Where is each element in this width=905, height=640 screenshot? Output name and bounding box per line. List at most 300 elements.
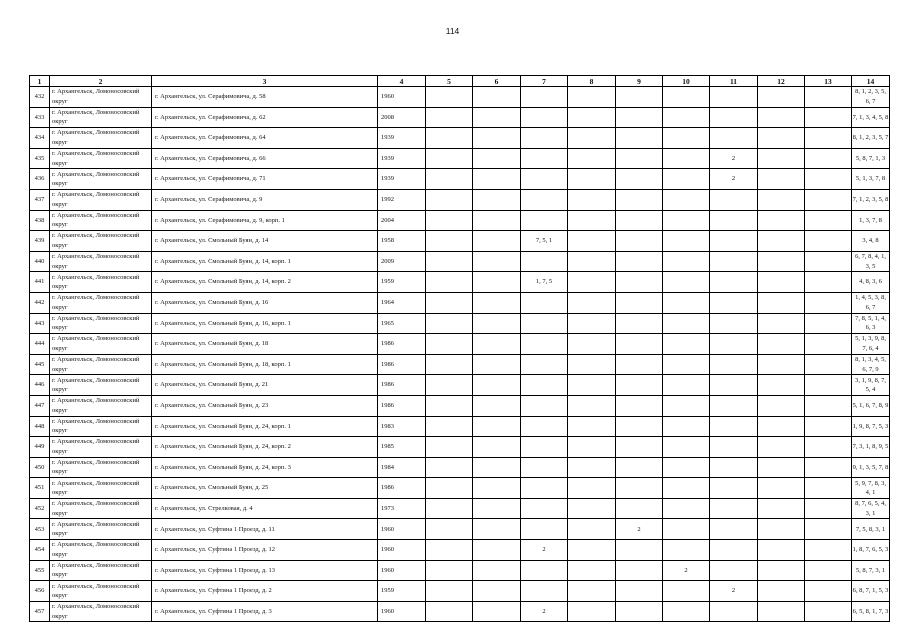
cell-col-5 bbox=[426, 189, 473, 210]
cell-col-13 bbox=[805, 560, 852, 581]
cell-col-9 bbox=[616, 581, 663, 602]
cell-district: г. Архангельск, Ломоносовский округ bbox=[50, 87, 152, 108]
cell-col-7 bbox=[521, 457, 568, 478]
cell-year: 1986 bbox=[378, 395, 426, 416]
cell-col-10 bbox=[663, 292, 710, 313]
table-row bbox=[30, 416, 890, 437]
cell-col-8 bbox=[568, 313, 616, 334]
column-header-10: 10 bbox=[663, 76, 710, 87]
column-header-2: 2 bbox=[50, 76, 152, 87]
cell-address: г. Архангельск, ул. Суфтина 1 Проезд, д. 12 bbox=[152, 540, 378, 561]
cell-year: 1960 bbox=[378, 87, 426, 108]
cell-col-12 bbox=[758, 107, 805, 128]
cell-col-7: 1, 7, 5 bbox=[521, 272, 568, 293]
table-row bbox=[30, 457, 890, 478]
cell-col-12 bbox=[758, 498, 805, 519]
cell-col-14: 8, 1, 2, 3, 5, 6, 7 bbox=[852, 87, 890, 108]
table-row bbox=[30, 375, 890, 396]
table-row bbox=[30, 169, 890, 190]
cell-col-11: 2 bbox=[710, 148, 758, 169]
cell-col-13 bbox=[805, 519, 852, 540]
cell-col-8 bbox=[568, 416, 616, 437]
cell-col-10 bbox=[663, 354, 710, 375]
cell-col-7 bbox=[521, 519, 568, 540]
cell-district: г. Архангельск, Ломоносовский округ bbox=[50, 272, 152, 293]
cell-col-11 bbox=[710, 498, 758, 519]
cell-col-6 bbox=[473, 272, 521, 293]
table-row bbox=[30, 189, 890, 210]
table-row bbox=[30, 313, 890, 334]
column-header-1: 1 bbox=[30, 76, 50, 87]
cell-col-5 bbox=[426, 560, 473, 581]
cell-col-5 bbox=[426, 128, 473, 149]
cell-col-11 bbox=[710, 354, 758, 375]
cell-row-number: 435 bbox=[30, 148, 50, 169]
cell-col-13 bbox=[805, 210, 852, 231]
table-row bbox=[30, 231, 890, 252]
cell-year: 1973 bbox=[378, 498, 426, 519]
cell-col-12 bbox=[758, 354, 805, 375]
cell-col-6 bbox=[473, 148, 521, 169]
cell-col-12 bbox=[758, 251, 805, 272]
column-header-4: 4 bbox=[378, 76, 426, 87]
cell-address: г. Архангельск, ул. Смольный Буян, д. 18, корп. 1 bbox=[152, 354, 378, 375]
cell-col-12 bbox=[758, 581, 805, 602]
cell-row-number: 434 bbox=[30, 128, 50, 149]
cell-col-5 bbox=[426, 416, 473, 437]
cell-col-5 bbox=[426, 148, 473, 169]
cell-col-11 bbox=[710, 107, 758, 128]
cell-col-11 bbox=[710, 601, 758, 622]
cell-col-14: 5, 1, 3, 9, 8, 7, 6, 4 bbox=[852, 334, 890, 355]
cell-row-number: 451 bbox=[30, 478, 50, 499]
cell-row-number: 437 bbox=[30, 189, 50, 210]
table-row bbox=[30, 560, 890, 581]
table-row bbox=[30, 251, 890, 272]
cell-col-5 bbox=[426, 601, 473, 622]
cell-col-7 bbox=[521, 560, 568, 581]
cell-col-9 bbox=[616, 457, 663, 478]
cell-year: 1986 bbox=[378, 478, 426, 499]
cell-col-11 bbox=[710, 87, 758, 108]
cell-col-12 bbox=[758, 87, 805, 108]
cell-col-6 bbox=[473, 457, 521, 478]
cell-col-12 bbox=[758, 437, 805, 458]
cell-address: г. Архангельск, ул. Смольный Буян, д. 24, корп. 3 bbox=[152, 457, 378, 478]
cell-col-8 bbox=[568, 210, 616, 231]
cell-col-10 bbox=[663, 540, 710, 561]
cell-col-14: 7, 5, 8, 3, 1 bbox=[852, 519, 890, 540]
cell-year: 1985 bbox=[378, 437, 426, 458]
cell-col-14: 1, 9, 8, 7, 5, 3 bbox=[852, 416, 890, 437]
cell-col-12 bbox=[758, 148, 805, 169]
cell-col-8 bbox=[568, 128, 616, 149]
cell-col-8 bbox=[568, 375, 616, 396]
cell-col-13 bbox=[805, 478, 852, 499]
cell-col-14: 7, 8, 5, 1, 4, 6, 3 bbox=[852, 313, 890, 334]
cell-col-9 bbox=[616, 148, 663, 169]
cell-row-number: 455 bbox=[30, 560, 50, 581]
cell-col-9 bbox=[616, 272, 663, 293]
cell-col-13 bbox=[805, 128, 852, 149]
cell-col-6 bbox=[473, 334, 521, 355]
cell-col-5 bbox=[426, 334, 473, 355]
cell-address: г. Архангельск, ул. Серафимовича, д. 66 bbox=[152, 148, 378, 169]
cell-col-11 bbox=[710, 272, 758, 293]
cell-col-12 bbox=[758, 272, 805, 293]
cell-row-number: 441 bbox=[30, 272, 50, 293]
cell-col-11 bbox=[710, 540, 758, 561]
cell-district: г. Архангельск, Ломоносовский округ bbox=[50, 601, 152, 622]
cell-district: г. Архангельск, Ломоносовский округ bbox=[50, 375, 152, 396]
cell-col-7 bbox=[521, 292, 568, 313]
cell-col-12 bbox=[758, 313, 805, 334]
table-row bbox=[30, 210, 890, 231]
cell-col-10 bbox=[663, 210, 710, 231]
cell-col-11 bbox=[710, 189, 758, 210]
cell-col-13 bbox=[805, 395, 852, 416]
cell-col-10 bbox=[663, 437, 710, 458]
cell-col-6 bbox=[473, 519, 521, 540]
cell-col-13 bbox=[805, 457, 852, 478]
cell-col-5 bbox=[426, 272, 473, 293]
cell-row-number: 439 bbox=[30, 231, 50, 252]
cell-col-13 bbox=[805, 354, 852, 375]
cell-col-6 bbox=[473, 251, 521, 272]
cell-col-7 bbox=[521, 375, 568, 396]
cell-col-5 bbox=[426, 87, 473, 108]
cell-row-number: 444 bbox=[30, 334, 50, 355]
cell-col-7 bbox=[521, 437, 568, 458]
cell-col-9 bbox=[616, 107, 663, 128]
cell-col-12 bbox=[758, 416, 805, 437]
cell-address: г. Архангельск, ул. Смольный Буян, д. 24, корп. 1 bbox=[152, 416, 378, 437]
cell-row-number: 456 bbox=[30, 581, 50, 602]
cell-col-8 bbox=[568, 169, 616, 190]
cell-district: г. Архангельск, Ломоносовский округ bbox=[50, 416, 152, 437]
cell-address: г. Архангельск, ул. Серафимовича, д. 64 bbox=[152, 128, 378, 149]
cell-col-11 bbox=[710, 231, 758, 252]
cell-address: г. Архангельск, ул. Смольный Буян, д. 14 bbox=[152, 231, 378, 252]
cell-col-9 bbox=[616, 395, 663, 416]
cell-col-14: 4, 8, 3, 6 bbox=[852, 272, 890, 293]
cell-col-8 bbox=[568, 519, 616, 540]
cell-col-7 bbox=[521, 498, 568, 519]
table-row bbox=[30, 395, 890, 416]
cell-col-13 bbox=[805, 581, 852, 602]
column-header-8: 8 bbox=[568, 76, 616, 87]
cell-col-7 bbox=[521, 416, 568, 437]
cell-col-14: 6, 8, 7, 1, 5, 3 bbox=[852, 581, 890, 602]
cell-col-9 bbox=[616, 601, 663, 622]
cell-col-11 bbox=[710, 416, 758, 437]
cell-col-7 bbox=[521, 107, 568, 128]
cell-col-12 bbox=[758, 560, 805, 581]
table-row bbox=[30, 540, 890, 561]
cell-col-9 bbox=[616, 375, 663, 396]
column-header-11: 11 bbox=[710, 76, 758, 87]
cell-col-7: 7, 5, 1 bbox=[521, 231, 568, 252]
cell-year: 1983 bbox=[378, 416, 426, 437]
cell-col-7 bbox=[521, 251, 568, 272]
cell-col-6 bbox=[473, 601, 521, 622]
cell-year: 2004 bbox=[378, 210, 426, 231]
cell-col-5 bbox=[426, 395, 473, 416]
column-header-6: 6 bbox=[473, 76, 521, 87]
cell-row-number: 450 bbox=[30, 457, 50, 478]
cell-district: г. Архангельск, Ломоносовский округ bbox=[50, 313, 152, 334]
table-row bbox=[30, 87, 890, 108]
cell-col-5 bbox=[426, 519, 473, 540]
cell-col-11 bbox=[710, 210, 758, 231]
cell-col-12 bbox=[758, 395, 805, 416]
cell-col-11 bbox=[710, 313, 758, 334]
cell-col-10 bbox=[663, 395, 710, 416]
cell-col-8 bbox=[568, 251, 616, 272]
cell-col-9 bbox=[616, 231, 663, 252]
cell-district: г. Архангельск, Ломоносовский округ bbox=[50, 478, 152, 499]
table-row bbox=[30, 272, 890, 293]
cell-col-8 bbox=[568, 560, 616, 581]
cell-col-13 bbox=[805, 540, 852, 561]
cell-col-8 bbox=[568, 601, 616, 622]
cell-col-11 bbox=[710, 334, 758, 355]
cell-col-11 bbox=[710, 395, 758, 416]
cell-col-12 bbox=[758, 601, 805, 622]
cell-col-8 bbox=[568, 437, 616, 458]
cell-district: г. Архангельск, Ломоносовский округ bbox=[50, 231, 152, 252]
cell-col-9 bbox=[616, 437, 663, 458]
cell-year: 1992 bbox=[378, 189, 426, 210]
cell-col-14: 5, 8, 7, 3, 1 bbox=[852, 560, 890, 581]
cell-col-13 bbox=[805, 87, 852, 108]
cell-col-6 bbox=[473, 540, 521, 561]
cell-col-8 bbox=[568, 581, 616, 602]
cell-col-6 bbox=[473, 395, 521, 416]
cell-col-14: 5, 1, 6, 7, 8, 9 bbox=[852, 395, 890, 416]
page-number: 114 bbox=[445, 26, 460, 36]
cell-col-11 bbox=[710, 457, 758, 478]
cell-col-10 bbox=[663, 87, 710, 108]
cell-col-6 bbox=[473, 231, 521, 252]
cell-col-12 bbox=[758, 375, 805, 396]
cell-col-12 bbox=[758, 478, 805, 499]
cell-row-number: 448 bbox=[30, 416, 50, 437]
table-row bbox=[30, 334, 890, 355]
column-header-3: 3 bbox=[152, 76, 378, 87]
cell-col-12 bbox=[758, 231, 805, 252]
cell-year: 1939 bbox=[378, 169, 426, 190]
cell-col-5 bbox=[426, 375, 473, 396]
column-header-14: 14 bbox=[852, 76, 890, 87]
cell-year: 1960 bbox=[378, 601, 426, 622]
cell-row-number: 447 bbox=[30, 395, 50, 416]
cell-col-11 bbox=[710, 478, 758, 499]
cell-col-9 bbox=[616, 210, 663, 231]
cell-col-10 bbox=[663, 272, 710, 293]
cell-district: г. Архангельск, Ломоносовский округ bbox=[50, 107, 152, 128]
cell-col-9 bbox=[616, 334, 663, 355]
table-row bbox=[30, 437, 890, 458]
table-row bbox=[30, 581, 890, 602]
cell-district: г. Архангельск, Ломоносовский округ bbox=[50, 251, 152, 272]
cell-address: г. Архангельск, ул. Смольный Буян, д. 16 bbox=[152, 292, 378, 313]
cell-col-6 bbox=[473, 128, 521, 149]
cell-address: г. Архангельск, ул. Смольный Буян, д. 25 bbox=[152, 478, 378, 499]
table-row bbox=[30, 128, 890, 149]
cell-col-6 bbox=[473, 478, 521, 499]
cell-col-13 bbox=[805, 148, 852, 169]
cell-col-7: 2 bbox=[521, 601, 568, 622]
cell-col-14: 1, 3, 7, 8 bbox=[852, 210, 890, 231]
cell-col-10 bbox=[663, 581, 710, 602]
table-row bbox=[30, 519, 890, 540]
cell-col-7 bbox=[521, 581, 568, 602]
table-header-row bbox=[30, 76, 890, 87]
cell-address: г. Архангельск, ул. Суфтина 1 Проезд, д. 11 bbox=[152, 519, 378, 540]
cell-address: г. Архангельск, ул. Серафимовича, д. 9 bbox=[152, 189, 378, 210]
cell-col-14: 1, 8, 7, 6, 5, 3 bbox=[852, 540, 890, 561]
cell-col-14: 1, 4, 5, 3, 8, 6, 7 bbox=[852, 292, 890, 313]
cell-col-8 bbox=[568, 292, 616, 313]
cell-district: г. Архангельск, Ломоносовский округ bbox=[50, 128, 152, 149]
cell-district: г. Архангельск, Ломоносовский округ bbox=[50, 560, 152, 581]
cell-col-11 bbox=[710, 560, 758, 581]
cell-col-14: 5, 9, 7, 8, 3, 4, 1 bbox=[852, 478, 890, 499]
cell-district: г. Архангельск, Ломоносовский округ bbox=[50, 498, 152, 519]
cell-year: 2008 bbox=[378, 107, 426, 128]
cell-col-8 bbox=[568, 334, 616, 355]
cell-address: г. Архангельск, ул. Серафимовича, д. 71 bbox=[152, 169, 378, 190]
cell-col-8 bbox=[568, 540, 616, 561]
cell-col-14: 3, 4, 8 bbox=[852, 231, 890, 252]
cell-col-12 bbox=[758, 334, 805, 355]
column-header-9: 9 bbox=[616, 76, 663, 87]
cell-address: г. Архангельск, ул. Смольный Буян, д. 16, корп. 1 bbox=[152, 313, 378, 334]
cell-col-8 bbox=[568, 395, 616, 416]
cell-col-6 bbox=[473, 107, 521, 128]
cell-year: 1939 bbox=[378, 128, 426, 149]
cell-col-5 bbox=[426, 210, 473, 231]
cell-district: г. Архангельск, Ломоносовский округ bbox=[50, 437, 152, 458]
cell-col-5 bbox=[426, 437, 473, 458]
cell-col-13 bbox=[805, 272, 852, 293]
cell-row-number: 442 bbox=[30, 292, 50, 313]
cell-col-11 bbox=[710, 519, 758, 540]
cell-col-14: 8, 7, 6, 5, 4, 3, 1 bbox=[852, 498, 890, 519]
cell-year: 1964 bbox=[378, 292, 426, 313]
cell-col-13 bbox=[805, 292, 852, 313]
cell-col-14: 8, 1, 3, 4, 5, 6, 7, 9 bbox=[852, 354, 890, 375]
cell-col-12 bbox=[758, 128, 805, 149]
cell-row-number: 445 bbox=[30, 354, 50, 375]
cell-col-12 bbox=[758, 457, 805, 478]
cell-row-number: 436 bbox=[30, 169, 50, 190]
cell-row-number: 449 bbox=[30, 437, 50, 458]
cell-col-7 bbox=[521, 478, 568, 499]
cell-col-14: 5, 8, 7, 1, 3 bbox=[852, 148, 890, 169]
cell-col-10: 2 bbox=[663, 560, 710, 581]
cell-year: 1984 bbox=[378, 457, 426, 478]
cell-col-10 bbox=[663, 169, 710, 190]
cell-col-12 bbox=[758, 540, 805, 561]
cell-year: 2009 bbox=[378, 251, 426, 272]
cell-district: г. Архангельск, Ломоносовский округ bbox=[50, 148, 152, 169]
cell-col-14: 7, 1, 2, 3, 5, 8 bbox=[852, 189, 890, 210]
cell-col-9 bbox=[616, 540, 663, 561]
cell-col-7 bbox=[521, 210, 568, 231]
cell-col-8 bbox=[568, 189, 616, 210]
cell-col-7 bbox=[521, 354, 568, 375]
cell-col-14: 9, 1, 3, 5, 7, 8 bbox=[852, 457, 890, 478]
cell-year: 1986 bbox=[378, 334, 426, 355]
cell-year: 1960 bbox=[378, 519, 426, 540]
cell-col-12 bbox=[758, 210, 805, 231]
cell-col-6 bbox=[473, 375, 521, 396]
cell-row-number: 438 bbox=[30, 210, 50, 231]
cell-col-13 bbox=[805, 375, 852, 396]
cell-district: г. Архангельск, Ломоносовский округ bbox=[50, 189, 152, 210]
cell-col-11 bbox=[710, 251, 758, 272]
cell-district: г. Архангельск, Ломоносовский округ bbox=[50, 519, 152, 540]
cell-col-5 bbox=[426, 169, 473, 190]
table-row bbox=[30, 107, 890, 128]
table-row bbox=[30, 601, 890, 622]
cell-col-13 bbox=[805, 169, 852, 190]
cell-col-6 bbox=[473, 210, 521, 231]
table-row bbox=[30, 148, 890, 169]
cell-col-5 bbox=[426, 457, 473, 478]
cell-col-6 bbox=[473, 313, 521, 334]
cell-district: г. Архангельск, Ломоносовский округ bbox=[50, 395, 152, 416]
cell-year: 1986 bbox=[378, 354, 426, 375]
cell-col-6 bbox=[473, 189, 521, 210]
cell-row-number: 440 bbox=[30, 251, 50, 272]
cell-year: 1965 bbox=[378, 313, 426, 334]
cell-col-13 bbox=[805, 231, 852, 252]
cell-col-10 bbox=[663, 148, 710, 169]
cell-row-number: 433 bbox=[30, 107, 50, 128]
cell-col-10 bbox=[663, 416, 710, 437]
cell-col-6 bbox=[473, 560, 521, 581]
cell-row-number: 457 bbox=[30, 601, 50, 622]
cell-col-5 bbox=[426, 251, 473, 272]
cell-address: г. Архангельск, ул. Серафимовича, д. 9, корп. 1 bbox=[152, 210, 378, 231]
cell-col-6 bbox=[473, 581, 521, 602]
cell-col-14: 7, 1, 3, 4, 5, 8 bbox=[852, 107, 890, 128]
cell-col-7 bbox=[521, 148, 568, 169]
cell-col-9: 2 bbox=[616, 519, 663, 540]
cell-col-6 bbox=[473, 437, 521, 458]
cell-col-9 bbox=[616, 169, 663, 190]
cell-col-9 bbox=[616, 313, 663, 334]
cell-col-6 bbox=[473, 416, 521, 437]
cell-col-7: 2 bbox=[521, 540, 568, 561]
cell-col-8 bbox=[568, 87, 616, 108]
cell-col-7 bbox=[521, 128, 568, 149]
cell-col-13 bbox=[805, 498, 852, 519]
cell-col-7 bbox=[521, 334, 568, 355]
cell-col-9 bbox=[616, 87, 663, 108]
cell-col-11 bbox=[710, 437, 758, 458]
cell-col-10 bbox=[663, 478, 710, 499]
cell-col-11 bbox=[710, 128, 758, 149]
cell-address: г. Архангельск, ул. Суфтина 1 Проезд, д. 3 bbox=[152, 601, 378, 622]
cell-address: г. Архангельск, ул. Смольный Буян, д. 14, корп. 1 bbox=[152, 251, 378, 272]
column-header-13: 13 bbox=[805, 76, 852, 87]
cell-col-5 bbox=[426, 231, 473, 252]
cell-district: г. Архангельск, Ломоносовский округ bbox=[50, 354, 152, 375]
